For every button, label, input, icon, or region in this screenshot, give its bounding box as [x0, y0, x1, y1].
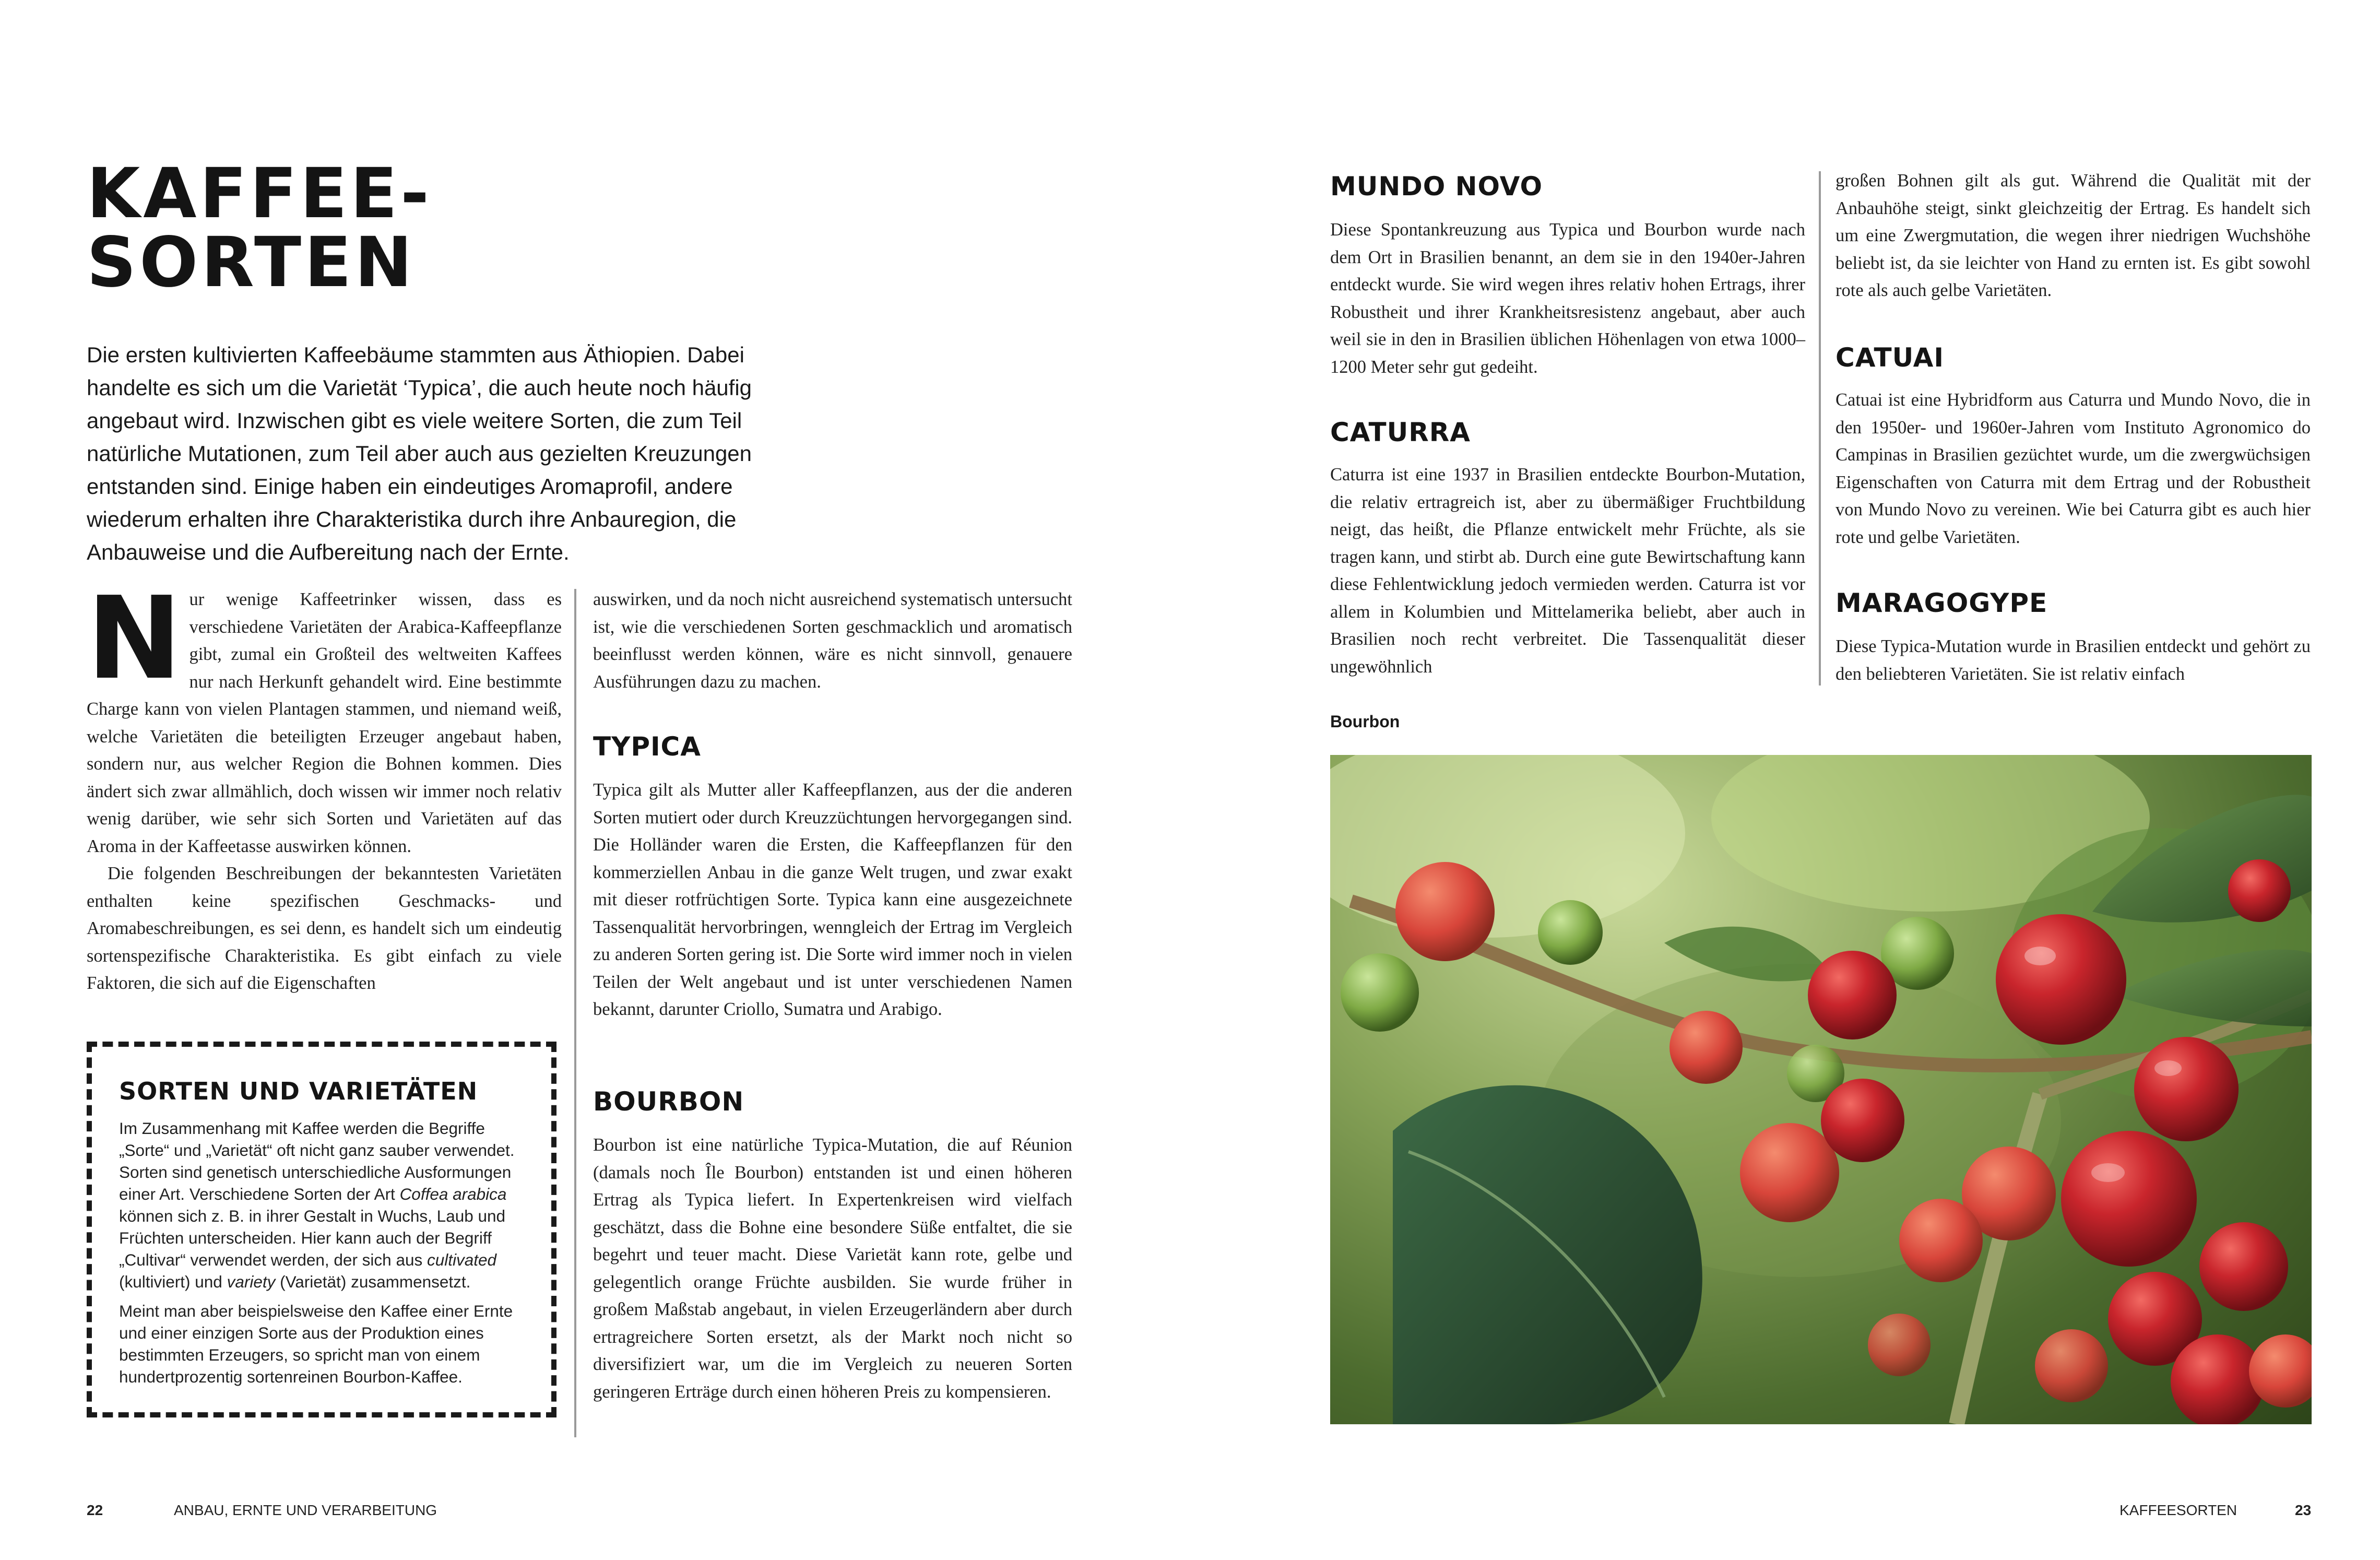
running-head-left: ANBAU, ERNTE UND VERARBEITUNG [174, 1502, 437, 1518]
heading-maragogype: MARAGOGYPE [1836, 588, 2048, 618]
coffee-cherries-illustration [1330, 755, 2312, 1424]
box-text-cultivated: cultivated [427, 1250, 497, 1269]
sidebar-box-paragraph-1 [119, 1117, 531, 1293]
maragogype-text: Diese Typica-Mutation wurde in Brasilien entdeckt und gehört zu den beliebteren Varietäten. Sie ist relativ einfach [1836, 636, 2311, 684]
page-title-line-1: KAFFEE- [87, 153, 432, 234]
intro-paragraph: Die ersten kultivierten Kaffeebäume stammten aus Äthiopien. Dabei handelte es sich um die Varietät ‘Typica’, die auch heute noch häufig angebaut wird. Inzwischen gibt es viele weitere Sorten, die zum Teil natürliche Mutationen, zum Teil aber auch aus gezielten Kreuzungen entstanden sind. Einige haben ein eindeutiges Aromaprofil, andere wiederum erhalten ihre Charakteristika durch ihre Anbauregion, die Anbauweise und die Aufbereitung nach der Ernte. [87, 342, 752, 564]
page-number-left: 22 [87, 1502, 103, 1518]
heading-typica: TYPICA [593, 731, 701, 762]
box-text-e: (kultiviert) und [119, 1272, 227, 1291]
column-divider-left [574, 589, 576, 1437]
box-text-c: können sich z. B. in ihrer Gestalt in Wuchs, Laub und Früchten unterscheiden. Hier kann auch der Begriff „Cultivar“ verwendet werden, der sich aus [119, 1207, 506, 1269]
box-text-variety: variety [227, 1272, 276, 1291]
column-divider-right [1819, 171, 1821, 686]
page-title [87, 153, 556, 303]
heading-caturra: CATURRA [1330, 417, 1471, 447]
page-title-line-2: SORTEN [87, 222, 416, 303]
col1-paragraph-2: Die folgenden Beschreibungen der bekanntesten Varietäten enthalten keine spezifischen Geschmacks- und Aromabeschreibungen, es sei denn, es handelt sich um eindeutig sortenspezifische Charakteristika. Es gibt einfach zu viele Faktoren, die sich auf die Eigenschaften [87, 864, 562, 993]
sidebar-box-text [119, 1117, 531, 1395]
drop-cap: N [87, 573, 182, 705]
photo-caption: Bourbon [1330, 712, 1400, 731]
col4-paragraph-continued: großen Bohnen gilt als gut. Während die Qualität mit der Anbauhöhe steigt, sinkt gleichzeitig der Ertrag. Es handelt sich um eine Zwergmutation, die wegen ihrer niedrigen Wuchshöhe beliebt ist, da sie leichter von Hand zu ernten ist. Es gibt sowohl rote als auch gelbe Varietäten. [1836, 171, 2311, 300]
heading-bourbon: BOURBON [593, 1086, 744, 1117]
sidebar-box-paragraph-2: Meint man aber beispielsweise den Kaffee einer Ernte und einer einzigen Sorte aus der Produktion eines bestimmten Erzeugers, so spricht man von einem hundertprozentig sortenreinen Bourbon-Kaffee. [119, 1302, 513, 1386]
heading-mundo-novo: MUNDO NOVO [1330, 171, 1543, 202]
page-number-right: 23 [2295, 1502, 2312, 1518]
col1-paragraph-1: ur wenige Kaffeetrinker wissen, dass es verschiedene Varietäten der Arabica-Kaffeepflanze gibt, zumal ein Großteil des weltweiten Kaffees nur nach Herkunft gehandelt wird. Eine bestimmte Charge kann von vielen Plantagen stammen, und niemand weiß, welche Varietäten die beteiligten Erzeuger angebaut haben, sondern nur, aus welcher Region die Bohnen kommen. Dies ändert sich zwar allmählich, doch wissen wir immer noch relativ wenig darüber, wie sehr sich Sorten und Varietäten auf das Aroma in der Kaffeetasse auswirken können. [87, 589, 562, 856]
heading-catuai: CATUAI [1836, 342, 1944, 373]
sidebar-box-title: SORTEN UND VARIETÄTEN [119, 1077, 478, 1105]
coffee-cherries-photo [1330, 755, 2312, 1424]
column-2 [593, 586, 1072, 695]
caturra-text: Caturra ist eine 1937 in Brasilien entdeckte Bourbon-Mutation, die relativ ertragreich ist, aber zu übermäßiger Fruchtbildung neigt, das heißt, die Pflanze entwickelt mehr Früchte, als sie tragen kann, und stirbt ab. Durch eine gute Bewirtschaftung kann diese Fehlentwicklung jedoch vermieden werden. Caturra ist vor allem in Kolumbien und Mittelamerika beliebt, aber auch in Brasilien noch recht verbreitet. Die Tassenqualität dieser ungewöhnlich [1330, 465, 1805, 677]
catuai-text: Catuai ist eine Hybridform aus Caturra und Mundo Novo, die in den 1950er- und 1960er-Jahren vom Instituto Agronomico do Campinas in Brasilien gezüchtet wurde, um die zwergwüchsigen Eigenschaften von Caturra mit dem Ertrag und der Robustheit von Mundo Novo zu vereinen. Wie bei Caturra gibt es auch hier rote und gelbe Varietäten. [1836, 390, 2311, 547]
box-text-a: Im Zusammenhang mit Kaffee werden die Begriffe „Sorte“ und „Varietät“ oft nicht ganz sauber verwendet. Sorten sind genetisch unterschiedliche Ausformungen einer Art. Verschiedene Sorten der Art [119, 1119, 515, 1203]
bourbon-text: Bourbon ist eine natürliche Typica-Mutation, die auf Réunion (damals noch Île Bourbon) entstanden ist und einen höheren Ertrag als Typica liefert. In Expertenkreisen wird vielfach geschätzt, dass die Bohne eine besondere Süße entfaltet, die sie begehrt und teuer macht. Diese Varietät kann rote, gelbe und gelegentlich orange Früchte ausbilden. Sie wurde früher in großem Maßstab angebaut, in vielen Erzeugerländern aber durch ertragreichere Sorten ersetzt, als der Markt noch nicht so diversifiziert war, um die im Vergleich zu neueren Sorten geringeren Erträge durch einen höheren Preis zu kompensieren. [593, 1135, 1072, 1402]
typica-text: Typica gilt als Mutter aller Kaffeepflanzen, aus der die anderen Sorten mutiert oder durch Kreuzzüchtungen hervorgegangen sind. Die Holländer waren die Ersten, die Kaffeepflanzen für den kommerziellen Anbau in die ganze Welt trugen, und zwar exakt mit dieser rotfrüchtigen Sorte. Typica kann eine ausgezeichnete Tassenqualität hervorbringen, wenngleich der Ertrag im Vergleich zu anderen Sorten gering ist. Die Sorte wird immer noch in vielen Teilen der Welt angebaut und ist unter verschiedenen Namen bekannt, darunter Criollo, Sumatra und Arabigo. [593, 780, 1072, 1019]
col2-paragraph-continued: auswirken, und da noch nicht ausreichend systematisch untersucht ist, wie die verschiedenen Sorten geschmacklich und aromatisch beeinflusst werden können, wäre es nicht sinnvoll, genauere Ausführungen dazu zu machen. [593, 589, 1072, 692]
box-text-g: (Varietät) zusammensetzt. [275, 1272, 471, 1291]
mundo-novo-text: Diese Spontankreuzung aus Typica und Bourbon wurde nach dem Ort in Brasilien benannt, an dem sie in den 1940er-Jahren entdeckt wurde. Sie wird wegen ihres relativ hohen Ertrags, ihrer Robustheit und ihrer Krankheitsresistenz angebaut, aber auch weil sie in den in Brasilien üblichen Höhenlagen von etwa 1000–1200 Meter sehr gut gedeiht. [1330, 220, 1805, 377]
box-text-coffea: Coffea arabica [399, 1185, 507, 1203]
running-head-right: KAFFEESORTEN [2119, 1502, 2237, 1518]
column-1 [87, 573, 562, 997]
